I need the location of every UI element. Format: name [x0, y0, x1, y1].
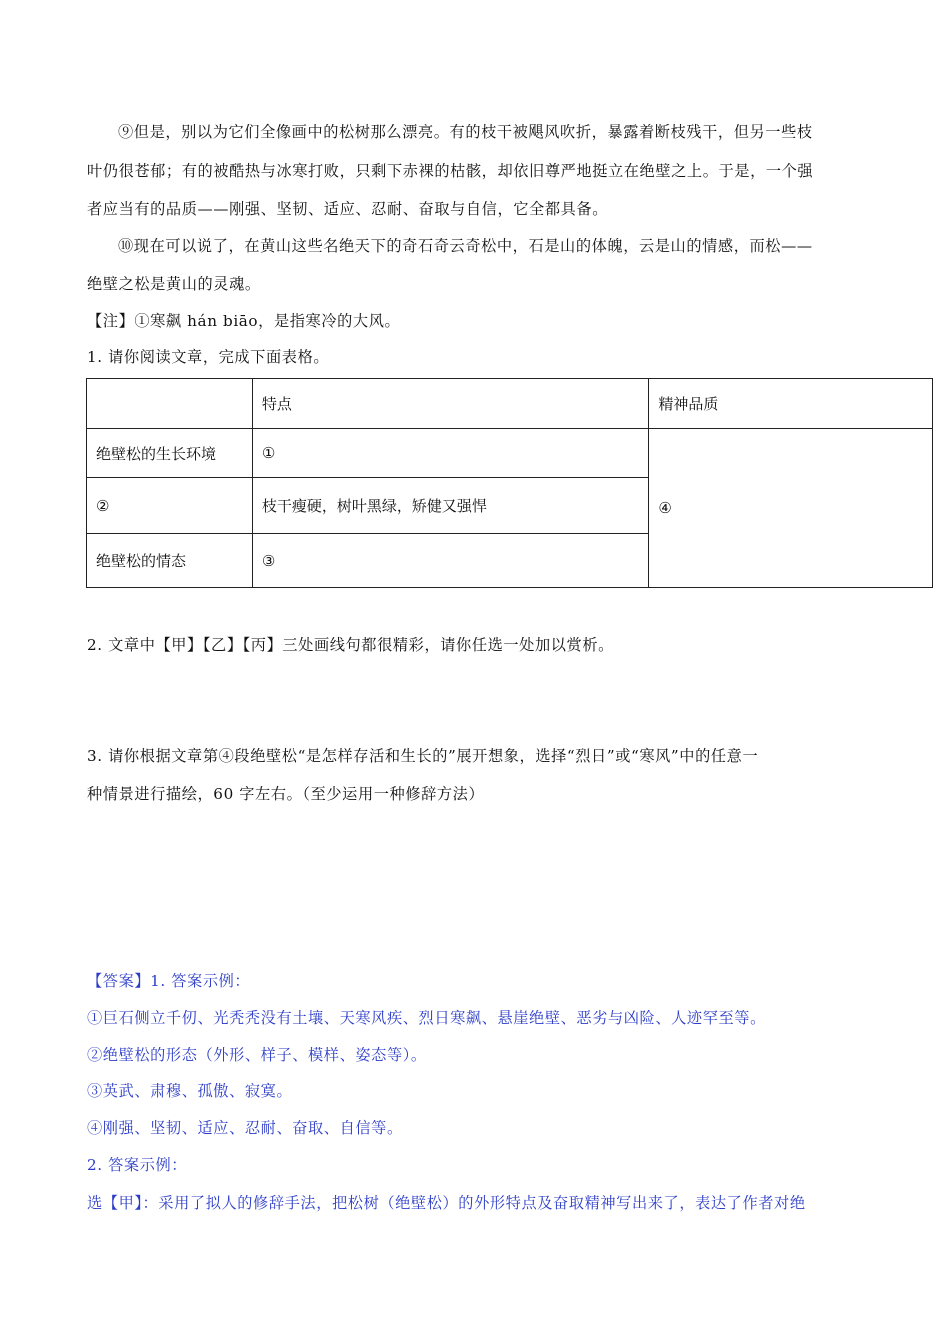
table-header-row	[87, 379, 933, 429]
answer-2-title: 2. 答案示例：	[87, 1156, 188, 1174]
footnote: 【注】①寒飙 hán biāo，是指寒冷的大风。	[87, 312, 401, 330]
table-cell: 精神品质	[649, 379, 933, 429]
answer-2-text: 选【甲】：采用了拟人的修辞手法，把松树（绝壁松）的外形特点及奋取精神写出来了，表达了作者对绝	[87, 1194, 806, 1212]
table-cell: ①	[252, 429, 649, 478]
passage-line: 绝壁之松是黄山的灵魂。	[87, 275, 261, 293]
answer-heading	[87, 970, 250, 991]
table-cell: 绝壁松的情态	[87, 534, 253, 588]
question-1: 1. 请你阅读文章，完成下面表格。	[87, 348, 330, 366]
answer-item: ①巨石侧立千仞、光秃秃没有土壤、天寒风疾、烈日寒飙、悬崖绝壁、恶劣与凶险、人迹罕至等。	[87, 1009, 766, 1027]
table-row	[87, 429, 933, 478]
passage-line: ⑩现在可以说了，在黄山这些名绝天下的奇石奇云奇松中，石是山的体魄，云是山的情感，而松——	[118, 237, 813, 255]
answer-table	[86, 378, 933, 588]
passage-line: 者应当有的品质——刚强、坚韧、适应、忍耐、奋取与自信，它全都具备。	[87, 200, 608, 218]
answer-item: ②绝壁松的形态（外形、样子、模样、姿态等）。	[87, 1046, 427, 1064]
table-cell: ②	[87, 478, 253, 534]
answer-1-title: 1. 答案示例：	[150, 972, 251, 990]
answer-item: ④刚强、坚韧、适应、忍耐、奋取、自信等。	[87, 1119, 403, 1137]
answer-label: 【答案】	[87, 972, 151, 990]
passage-line: 叶仍很苍郁；有的被酷热与冰寒打败，只剩下赤裸的枯骸，却依旧尊严地挺立在绝壁之上。于是，一个强	[87, 162, 814, 180]
table-cell: ③	[252, 534, 649, 588]
table-cell	[87, 379, 253, 429]
passage-line: ⑨但是，别以为它们全像画中的松树那么漂亮。有的枝干被飓风吹折，暴露着断枝残干，但另一些枝	[118, 123, 813, 141]
question-2: 2. 文章中【甲】【乙】【丙】三处画线句都很精彩，请你任选一处加以赏析。	[87, 636, 614, 654]
question-3-line: 3. 请你根据文章第④段绝壁松“是怎样存活和生长的”展开想象，选择“烈日”或“寒风”中的任意一	[87, 747, 759, 765]
table-merged-cell: ④	[649, 429, 933, 588]
table-cell: 绝壁松的生长环境	[87, 429, 253, 478]
question-3-line: 种情景进行描绘，60 字左右。（至少运用一种修辞方法）	[87, 785, 485, 803]
table-cell: 枝干瘦硬，树叶黑绿，矫健又强悍	[252, 478, 649, 534]
table-cell: 特点	[252, 379, 649, 429]
answer-item: ③英武、肃穆、孤傲、寂寞。	[87, 1082, 293, 1100]
